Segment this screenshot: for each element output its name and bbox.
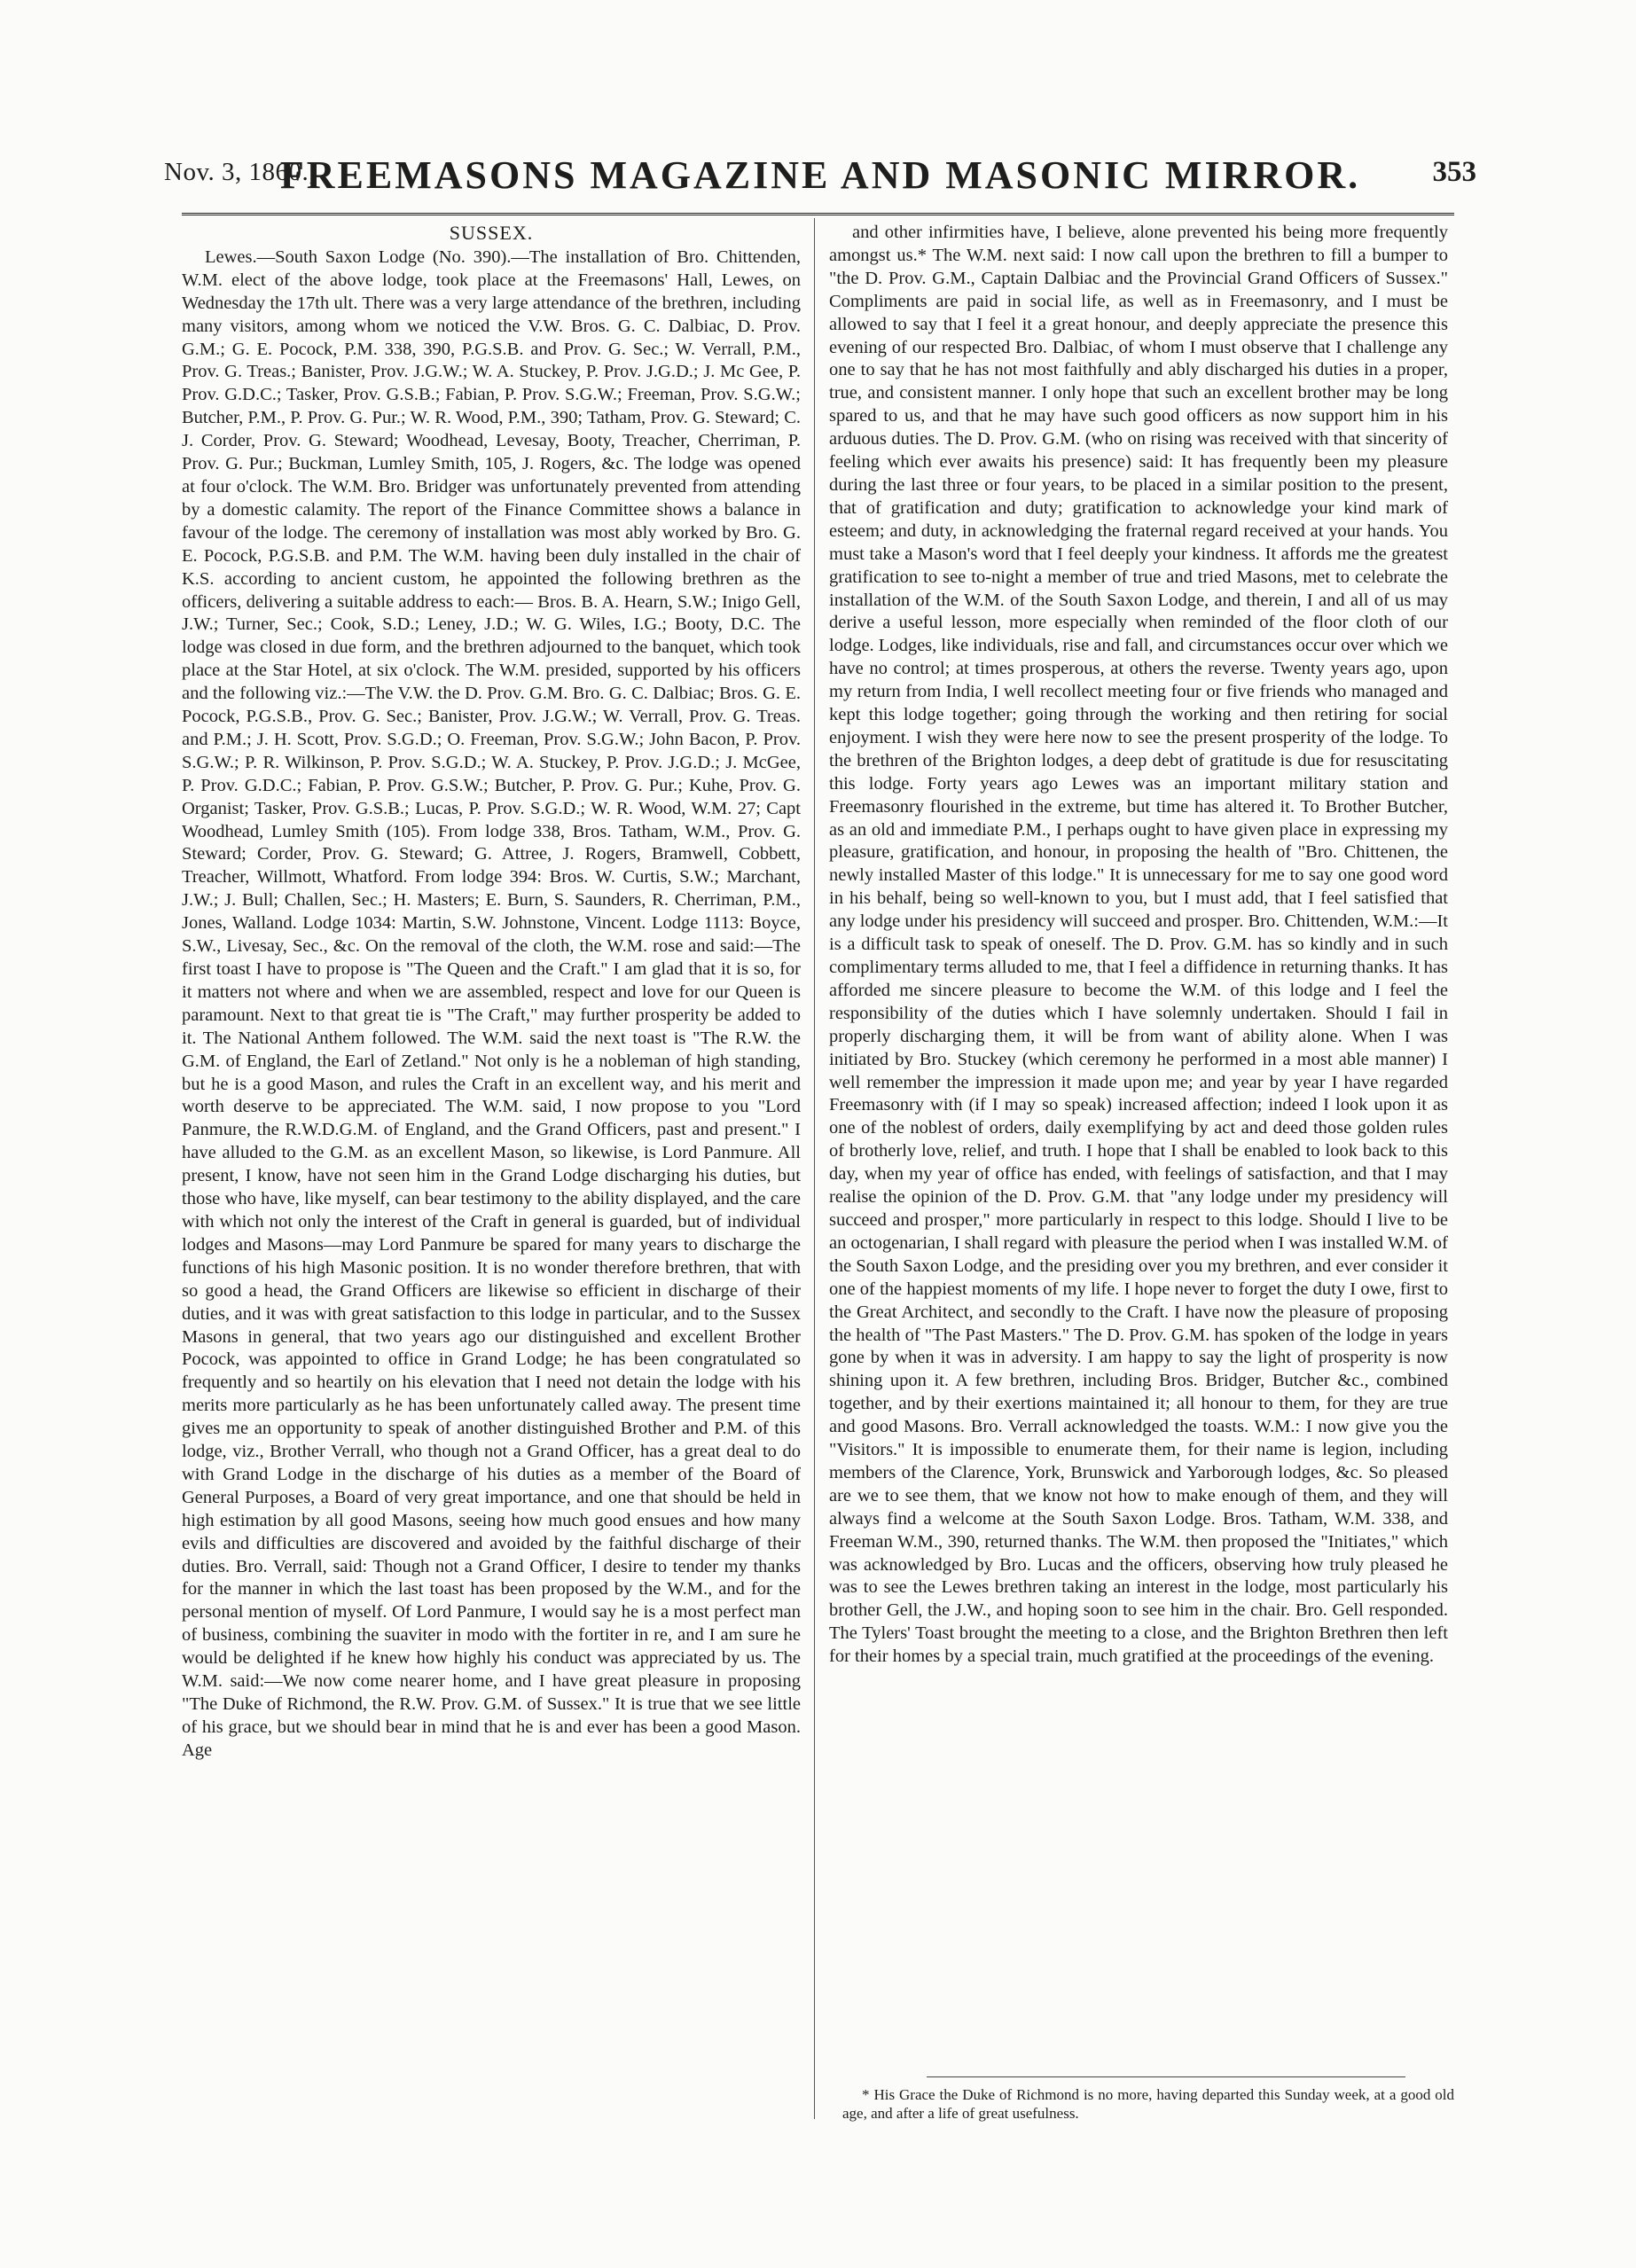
footnote-rule: [927, 2076, 1405, 2077]
footnote: * His Grace the Duke of Richmond is no more, having departed this Sunday week, at a good old age, and after a life of great usefulness.: [842, 2086, 1454, 2122]
right-column-text: and other infirmities have, I believe, alone prevented his being more frequently amongst us.* The W.M. next said: I now call upon the brethren to fill a bumper to "the D. Prov. G.M., Captain Dalbiac and the Provincial Grand Officers of Sussex." Compliments are paid in social life, as well as in Freemasonry, and I must be allowed to say that I feel it a great honour, and deeply appreciate the presence this evening of our respected Bro. Dalbiac, of whom I must observe that I challenge any one to say that he has not most faithfully and ably discharged his duties in a proper, true, and consistent manner. I only hope that such an excellent brother may be long spared to us, and that he may have such good officers as now support him in his arduous duties. The D. Prov. G.M. (who on rising was received with that sincerity of feeling which ever awaits his presence) said: It has frequently been my pleasure during the last three or four years, to be placed in a similar position to the present, that of gratification and duty; gratification to acknowledge your kind mark of esteem; and duty, in acknowledging the fraternal regard received at your hands. You must take a Mason's word that I feel deeply your kindness. It affords me the greatest gratification to see to-night a member of true and tried Masons, met to celebrate the installation of the W.M. of the South Saxon Lodge, and therein, I and all of us may derive a useful lesson, more especially when reminded of the floor cloth of our lodge. Lodges, like individuals, rise and fall, and circumstances occur over which we have no control; at times prosperous, at others the reverse. Twenty years ago, upon my return from India, I well recollect meeting four or five friends who managed and kept this lodge together; going through the working and then retiring for social enjoyment. I wish they were here now to see the present prosperity of the lodge. To the brethren of the Brighton lodges, a deep debt of gratitude is due for resuscitating this lodge. Forty years ago Lewes was an important military station and Freemasonry flourished in the extreme, but time has altered it. To Brother Butcher, as an old and immediate P.M., I perhaps ought to have given place in expressing my pleasure, gratification, and honour, in proposing the health of "Bro. Chittenen, the newly installed Master of this lodge." It is unnecessary for me to say one good word in his behalf, being so well-known to you, but I must add, that I feel satisfied that any lodge under his presidency will succeed and prosper. Bro. Chittenden, W.M.:—It is a difficult task to speak of oneself. The D. Prov. G.M. has so kindly and in such complimentary terms alluded to me, that I feel a diffidence in returning thanks. It has afforded me sincere pleasure to become the W.M. of this lodge and I feel the responsibility of the duties which I have solemnly undertaken. Should I fail in properly discharging them, it will be from want of ability alone. When I was initiated by Bro. Stuckey (which ceremony he performed in a most able manner) I well remember the impression it made upon me; and year by year I have regarded Freemasonry with (if I may so speak) increased affection; indeed I look upon it as one of the noblest of orders, daily exemplifying by act and deed those golden rules of brotherly love, relief, and truth. I hope that I shall be enabled to look back to this day, when my year of office has ended, with feelings of satisfaction, and that I may realise the opinion of the D. Prov. G.M. that "any lodge under my presidency will succeed and prosper," more particularly in respect to this lodge. Should I live to be an octogenarian, I shall regard with pleasure the period when I was installed W.M. of the South Saxon Lodge, and the presiding over you my brethren, and ever consider it one of the happiest moments of my life. I hope never to forget the duty I owe, first to the Great Architect, and secondly to the Craft. I have now the pleasure of proposing the health of "The Past Masters." The D. Prov. G.M. has spoken of the lodge in years gone by when it was in adversity. I am happy to say the light of prosperity is now shining upon it. A few brethren, including Bros. Bridger, Butcher &c., combined together, and by their exertions maintained it; all honour to them, for they are true and good Masons. Bro. Verrall acknowledged the toasts. W.M.: I now give you the "Visitors." It is impossible to enumerate them, for their name is legion, including members of the Clarence, York, Brunswick and Yarborough lodges, &c. So pleased are we to see them, that we know not how to make enough of them, and they will always find a welcome at the South Saxon Lodge. Bros. Tatham, W.M. 338, and Freeman W.M., 390, returned thanks. The W.M. then proposed the "Initiates," which was acknowledged by Bro. Lucas and the officers, observing how truly pleased he was to see the Lewes brethren taking an interest in the lodge, most particularly his brother Gell, the J.W., and hoping soon to see him in the chair. Bro. Gell responded. The Tylers' Toast brought the meeting to a close, and the Brighton Brethren then left for their homes by a special train, much gratified at the proceedings of the evening.: [829, 223, 1449, 1667]
page-header: [164, 153, 1476, 202]
column-divider: [814, 218, 815, 2119]
issue-date: Nov. 3, 1860.]: [164, 158, 318, 186]
right-column: [829, 222, 1448, 1669]
publication-title: FREEMASONS MAGAZINE AND MASONIC MIRROR.: [279, 153, 1361, 197]
left-column: [182, 222, 801, 1763]
section-title: SUSSEX.: [449, 222, 534, 244]
header-rule: [182, 213, 1454, 215]
left-column-text: Lewes.—South Saxon Lodge (No. 390).—The installation of Bro. Chittenden, W.M. elect of the above lodge, took place at the Freemasons' Hall, Lewes, on Wednesday the 17th ult. There was a very large attendance of the brethren, including many visitors, among whom we noticed the V.W. Bros. G. C. Dalbiac, D. Prov. G.M.; G. E. Pocock, P.M. 338, 390, P.G.S.B. and Prov. G. Sec.; W. Verrall, P.M., Prov. G. Treas.; Banister, Prov. J.G.W.; W. A. Stuckey, P. Prov. J.G.D.; J. Mc Gee, P. Prov. G.D.C.; Tasker, Prov. G.S.B.; Fabian, P. Prov. S.G.W.; Freeman, Prov. S.G.W.; Butcher, P.M., P. Prov. G. Pur.; W. R. Wood, P.M., 390; Tatham, Prov. G. Steward; C. J. Corder, Prov. G. Steward; Woodhead, Levesay, Booty, Treacher, Cherriman, P. Prov. G. Pur.; Buckman, Lumley Smith, 105, J. Rogers, &c. The lodge was opened at four o'clock. The W.M. Bro. Bridger was unfortunately prevented from attending by a domestic calamity. The report of the Finance Committee shows a balance in favour of the lodge. The ceremony of installation was most ably worked by Bro. G. E. Pocock, P.G.S.B. and P.M. The W.M. having been duly installed in the chair of K.S. according to ancient custom, he appointed the following brethren as the officers, delivering a suitable address to each:— Bros. B. A. Hearn, S.W.; Inigo Gell, J.W.; Turner, Sec.; Cook, S.D.; Leney, J.D.; W. G. Wiles, I.G.; Booty, D.C. The lodge was closed in due form, and the brethren adjourned to the banquet, which took place at the Star Hotel, at six o'clock. The W.M. presided, supported by his officers and the following viz.:—The V.W. the D. Prov. G.M. Bro. G. C. Dalbiac; Bros. G. E. Pocock, P.G.S.B., Prov. G. Sec.; Banister, Prov. J.G.W.; W. Verrall, Prov. G. Treas. and P.M.; J. H. Scott, Prov. S.G.D.; O. Freeman, Prov. S.G.W.; John Bacon, P. Prov. S.G.W.; P. R. Wilkinson, P. Prov. S.G.D.; W. A. Stuckey, P. Prov. J.G.D.; J. McGee, P. Prov. G.D.C.; Fabian, P. Prov. G.S.W.; Butcher, P. Prov. G. Pur.; Kuhe, Prov. G. Organist; Tasker, Prov. G.S.B.; Lucas, P. Prov. S.G.D.; W. R. Wood, W.M. 27; Capt Woodhead, Lumley Smith (105). From lodge 338, Bros. Tatham, W.M., Prov. G. Steward; Corder, Prov. G. Steward; G. Attree, J. Rogers, Bramwell, Cobbett, Treacher, Willmott, Whatford. From lodge 394: Bros. W. Curtis, S.W.; Marchant, J.W.; J. Bull; Challen, Sec.; H. Masters; E. Burn, S. Saunders, R. Cherriman, P.M., Jones, Walland. Lodge 1034: Martin, S.W. Johnstone, Vincent. Lodge 1113: Boyce, S.W., Livesay, Sec., &c. On the removal of the cloth, the W.M. rose and said:—The first toast I have to propose is "The Queen and the Craft." I am glad that it is so, for it matters not where and when we are assembled, respect and love for our Queen is paramount. Next to that great tie is "The Craft," may further prosperity be added to it. The National Anthem followed. The W.M. said the next toast is "The R.W. the G.M. of England, the Earl of Zetland." Not only is he a nobleman of high standing, but he is a good Mason, and rules the Craft in an excellent way, and his merit and worth deserve to be appreciated. The W.M. said, I now propose to you "Lord Panmure, the R.W.D.G.M. of England, and the Grand Officers, past and present." I have alluded to the G.M. as an excellent Mason, so likewise, is Lord Panmure. All present, I know, have not seen him in the Grand Lodge discharging his duties, but those who have, like myself, can bear testimony to the ability displayed, and the care with which not only the interest of the Craft in general is guarded, but of individual lodges and Masons—may Lord Panmure be spared for many years to discharge the functions of his high Masonic position. It is no wonder therefore brethren, that with so good a head, the Grand Officers are likewise so efficient in discharge of their duties, and it was with great satisfaction to this lodge in particular, and to the Sussex Masons in general, that two years ago our distinguished and excellent Brother Pocock, was appointed to office in Grand Lodge; he has been congratulated so frequently and so heartily on his elevation that I need not detain the lodge with his merits more particularly as he has been unfortunately called away. The present time gives me an opportunity to speak of another distinguished Brother and P.M. of this lodge, viz., Brother Verrall, who though not a Grand Officer, has a great deal to do with Grand Lodge in the discharge of his duties as a member of the Board of General Purposes, a Board of very great importance, and one that should be held in high estimation by all good Masons, seeing how much good ensues and how many evils and difficulties are discovered and avoided by the faithful discharge of their duties. Bro. Verrall, said: Though not a Grand Officer, I desire to tender my thanks for the manner in which the last toast has been proposed by the W.M., and for the personal mention of myself. Of Lord Panmure, I would say he is a most perfect man of business, combining the suaviter in modo with the fortiter in re, and I am sure he would be delighted if he knew how highly his conduct was appreciated by us. The W.M. said:—We now come nearer home, and I have great pleasure in proposing "The Duke of Richmond, the R.W. Prov. G.M. of Sussex." It is true that we see little of his grace, but we should bear in mind that he is and ever has been a good Mason. Age: [182, 246, 801, 1760]
page-number: 353: [1432, 156, 1476, 188]
